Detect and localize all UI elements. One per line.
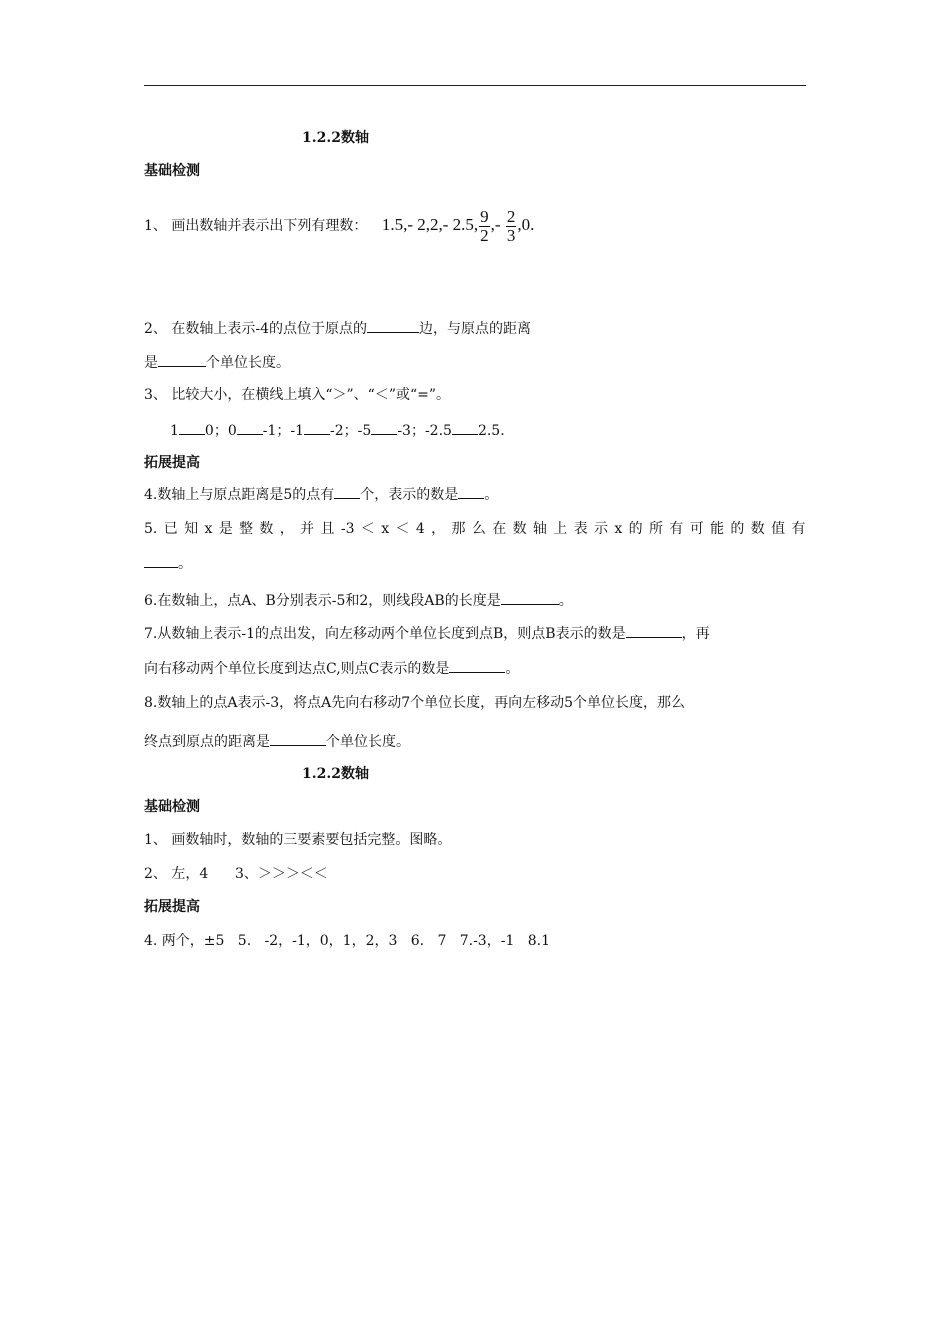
q5-word: 在: [492, 521, 507, 537]
q4-blank-2[interactable]: [458, 484, 484, 499]
question-1: [144, 205, 534, 246]
q4-b: 个，表示的数是: [360, 487, 459, 503]
question-5-line2: [144, 553, 192, 574]
q1-math-suffix: ,0.: [517, 215, 535, 234]
q7-a: 7.从数轴上表示-1的点出发，向左移动两个单位长度到点B，则点B表示的数是: [144, 626, 626, 642]
q5-word: x: [204, 521, 213, 537]
fraction-9-2: [479, 208, 490, 245]
q5-word: 4: [415, 521, 425, 537]
q7-b: ，再: [681, 626, 710, 642]
q5-word: ＜: [360, 521, 375, 537]
q5-word: -3: [340, 521, 355, 537]
q5-word: 表: [573, 521, 588, 537]
frac1-denominator: 2: [480, 225, 489, 245]
question-4: [144, 484, 498, 505]
answer-2-3: 2、 左，4 3、＞＞＞＜＜: [144, 866, 328, 882]
q3-blank-1[interactable]: [179, 420, 205, 435]
q5-word: 那: [451, 521, 466, 537]
q3-blank-3[interactable]: [304, 420, 330, 435]
q5-word: 5.: [144, 521, 158, 537]
q7-blank-1[interactable]: [626, 623, 682, 638]
q2-part2: 边，与原点的距离: [419, 321, 531, 337]
q1-math-prefix: 1.5,- 2,2,- 2.5,: [381, 215, 479, 234]
q3-blank-2[interactable]: [237, 420, 263, 435]
q5-word: 是: [218, 521, 233, 537]
q5-blank[interactable]: [144, 553, 178, 568]
answer-4-8: 4. 两个，±5 5. -2，-1，0，1，2，3 6. 7 7.-3，-1 8.1: [144, 933, 550, 949]
q8-blank[interactable]: [270, 731, 326, 746]
q8-c: 个单位长度。: [326, 734, 410, 750]
q6-blank[interactable]: [501, 590, 559, 605]
q2-blank-1[interactable]: [367, 318, 419, 333]
header-rule: [144, 85, 806, 86]
frac2-denominator: 3: [506, 225, 516, 245]
answer-1: 1、 画数轴时，数轴的三要素要包括完整。图略。: [144, 832, 452, 848]
q1-math-mid: ,-: [490, 215, 505, 234]
q5-word: x: [614, 521, 623, 537]
q5-word: 且: [320, 521, 335, 537]
answers-basic-heading: 基础检测: [144, 799, 200, 815]
frac2-numerator: 2: [506, 206, 516, 226]
q3-item-4: -3；-2.5: [397, 423, 452, 439]
q5-word: 示: [594, 521, 608, 537]
q5-word: 的: [730, 521, 745, 537]
q5-word: 数: [259, 521, 274, 537]
q5-word: 值: [771, 521, 786, 537]
question-8-line2: [144, 731, 410, 752]
q3-item-3: -2；-5: [330, 423, 372, 439]
q1-math: [381, 206, 535, 245]
page-title: 1.2.2数轴: [302, 130, 369, 146]
question-3-items: [170, 420, 505, 441]
answers-title: 1.2.2数轴: [302, 766, 369, 782]
q7-c: 向右移动两个单位长度到达点C,则点C表示的数是: [144, 661, 450, 677]
q5-word: 数: [512, 521, 527, 537]
question-5-line1: [144, 519, 806, 539]
q2-part1: 2、 在数轴上表示-4的点位于原点的: [144, 321, 367, 337]
q5-word: ，: [431, 521, 446, 537]
q5-word: 有: [669, 521, 684, 537]
q5-line2-end: 。: [178, 556, 192, 572]
q6-b: 。: [558, 593, 573, 609]
q3-blank-4[interactable]: [371, 420, 397, 435]
q5-word: 有: [791, 521, 806, 537]
q3-blank-5[interactable]: [452, 420, 478, 435]
question-2-line2: [144, 352, 290, 373]
q5-word: 上: [553, 521, 568, 537]
section-basic-heading: 基础检测: [144, 163, 200, 179]
q4-blank-1[interactable]: [334, 484, 360, 499]
frac1-numerator: 9: [480, 206, 489, 226]
q5-word: 么: [471, 521, 486, 537]
answers-extend-heading: 拓展提高: [144, 899, 200, 915]
question-7-line2: [144, 658, 519, 679]
question-6: [144, 590, 573, 611]
q2-line2-a: 是: [144, 355, 158, 371]
q3-item-1: 0；0: [204, 423, 237, 439]
q5-word: 已: [163, 521, 178, 537]
q7-d: 。: [505, 661, 520, 677]
question-8-line1: 8.数轴上的点A表示-3，将点A先向右移动7个单位长度，再向左移动5个单位长度，那么: [144, 695, 686, 711]
q5-word: ＜: [395, 521, 410, 537]
q5-word: 可: [689, 521, 704, 537]
q1-text: 1、 画出数轴并表示出下列有理数：: [144, 218, 368, 234]
q3-item-5: 2.5.: [477, 423, 505, 439]
q5-word: x: [381, 521, 390, 537]
q4-a: 4.数轴上与原点距离是5的点有: [144, 487, 335, 503]
q3-item-0: 1: [170, 423, 179, 439]
q4-c: 。: [484, 487, 499, 503]
q5-word: 知: [184, 521, 199, 537]
q3-item-2: -1；-1: [262, 423, 305, 439]
q5-word: 并: [300, 521, 315, 537]
q8-b: 终点到原点的距离是: [144, 734, 270, 750]
q5-word: 所: [648, 521, 663, 537]
section-extend-heading: 拓展提高: [144, 455, 200, 471]
fraction-2-3: [506, 208, 517, 245]
q5-word: ，: [279, 521, 294, 537]
q2-blank-2[interactable]: [158, 352, 206, 367]
q5-word: 数: [750, 521, 765, 537]
q6-a: 6.在数轴上，点A、B分别表示-5和2，则线段AB的长度是: [144, 593, 501, 609]
question-2-line1: [144, 318, 531, 339]
q5-word: 整: [239, 521, 254, 537]
q5-word: 轴: [532, 521, 547, 537]
question-3: 3、 比较大小，在横线上填入“＞”、“＜”或“=”。: [144, 387, 451, 403]
q7-blank-2[interactable]: [449, 658, 505, 673]
q5-word: 能: [710, 521, 725, 537]
q2-line2-b: 个单位长度。: [206, 355, 290, 371]
question-7-line1: [144, 623, 710, 644]
q5-word: 的: [628, 521, 643, 537]
